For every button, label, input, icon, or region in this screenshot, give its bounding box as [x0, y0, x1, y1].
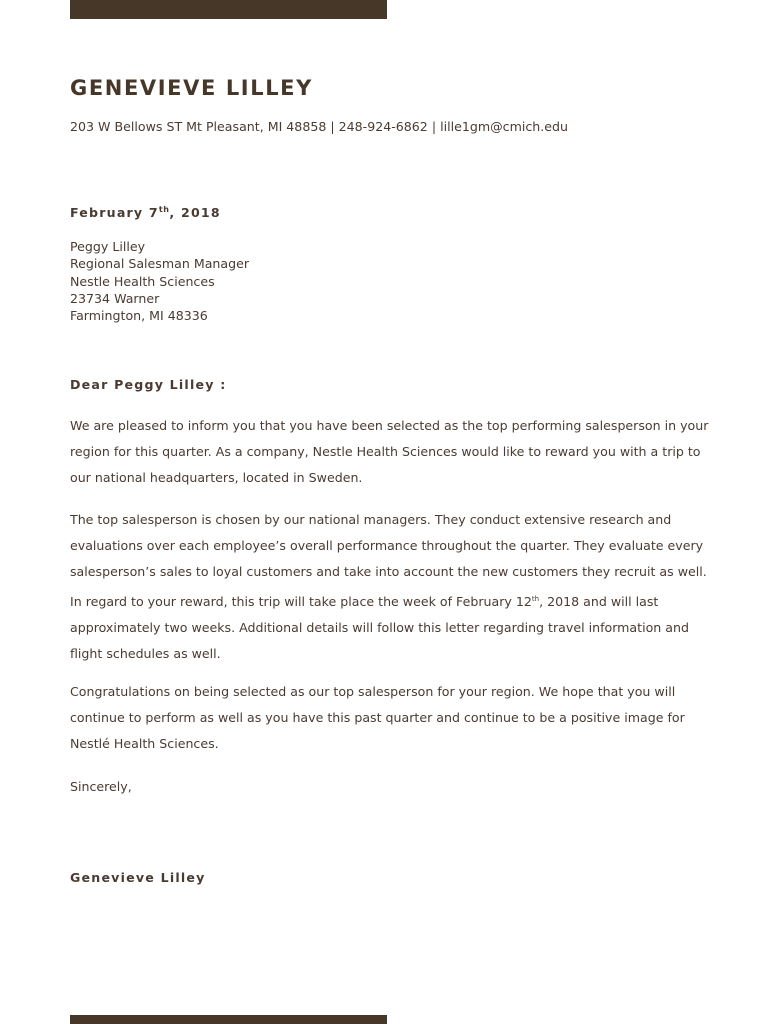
body-paragraph-1: We are pleased to inform you that you have been selected as the top performing salesperson in your region for this quarter. As a company, Nestle Health Sciences would like to reward you with a trip to our national headquarters, located in Sweden.	[70, 418, 709, 486]
date-year: , 2018	[169, 205, 221, 221]
top-accent-bar	[70, 0, 387, 19]
body-paragraph-3: Congratulations on being selected as our top salesperson for your region. We hope that you will continue to perform as well as you have this past quarter and continue to be a positive image for Nestlé Health Sciences.	[70, 684, 685, 752]
recipient-address-block	[70, 238, 249, 324]
date-month-day: February 7	[70, 205, 159, 221]
recipient-name: Peggy Lilley	[70, 239, 146, 254]
paragraph-2-text-after: , 2018 and will last approximately two weeks. Additional details will follow this letter regarding travel information and flight schedules as well.	[70, 593, 689, 662]
sender-contact-line: 203 W Bellows ST Mt Pleasant, MI 48858 | 248-924-6862 | lille1gm@cmich.edu	[70, 119, 569, 134]
closing: Sincerely,	[70, 779, 132, 794]
sender-name: GENEVIEVE LILLEY	[70, 76, 313, 100]
salutation: Dear Peggy Lilley :	[70, 377, 227, 392]
paragraph-2-date-suffix: th	[531, 594, 540, 603]
recipient-company: Nestle Health Sciences	[70, 273, 215, 289]
body-paragraph-2	[70, 507, 710, 667]
bottom-accent-bar	[70, 1015, 387, 1024]
recipient-city: Farmington, MI 48336	[70, 308, 208, 324]
letter-date	[70, 205, 221, 220]
recipient-street: 23734 Warner	[70, 290, 160, 306]
date-suffix: th	[158, 205, 170, 214]
signature-name: Genevieve Lilley	[70, 870, 206, 885]
paragraph-2-text-before: The top salesperson is chosen by our national managers. They conduct extensive research and evaluations over each employee’s overall performance throughout the quarter. They evaluate every salesperson’s sales to loyal customers and take into account the new customers they recruit as well. In regard to your reward, this trip will take place the week of February 12	[70, 512, 707, 609]
recipient-title: Regional Salesman Manager	[70, 256, 250, 272]
